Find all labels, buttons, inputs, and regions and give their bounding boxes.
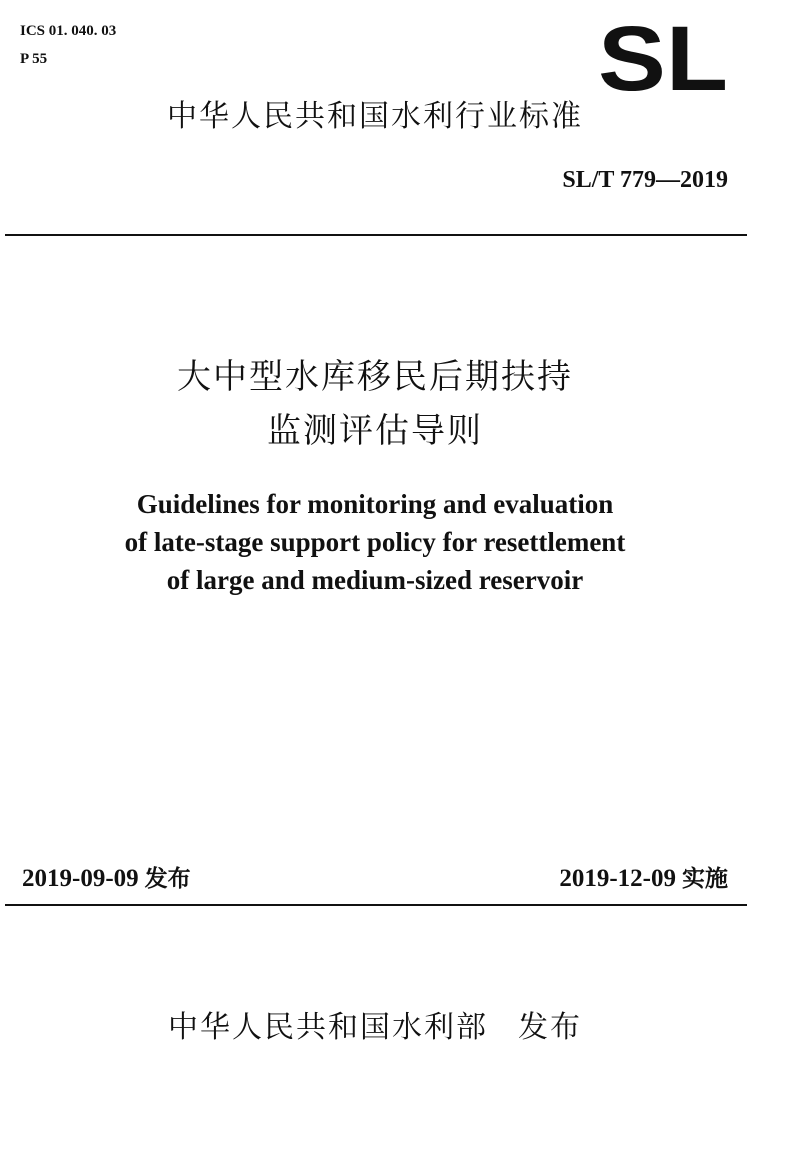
implement-date-block — [559, 862, 728, 896]
publisher-action: 发布 — [518, 1010, 582, 1045]
publisher-name: 中华人民共和国水利部 — [168, 1010, 488, 1045]
industry-standard-title: 中华人民共和国水利行业标准 — [167, 99, 583, 134]
publisher-line — [0, 1008, 750, 1048]
title-en-line1: Guidelines for monitoring and evaluation — [136, 489, 614, 519]
standard-number: SL/T 779—2019 — [562, 167, 728, 193]
issue-label: 发布 — [144, 866, 191, 892]
ccs-code: P 55 — [20, 51, 48, 67]
issue-date-block — [22, 862, 191, 896]
top-divider — [5, 234, 747, 236]
ics-code: ICS 01. 040. 03 — [20, 23, 117, 39]
implement-label: 实施 — [682, 866, 728, 892]
sl-logo-text: SL — [598, 20, 728, 98]
title-en-line2: of late-stage support policy for resettlement — [124, 527, 626, 557]
title-cn-line1: 大中型水库移民后期扶持 — [177, 357, 573, 397]
implement-date: 2019-12-09 — [559, 865, 676, 892]
sl-logo — [598, 20, 728, 98]
title-cn-line2: 监测评估导则 — [267, 411, 483, 451]
issue-date: 2019-09-09 — [22, 865, 139, 892]
bottom-divider — [5, 904, 747, 906]
title-en-line3: of large and medium-sized reservoir — [166, 565, 584, 595]
